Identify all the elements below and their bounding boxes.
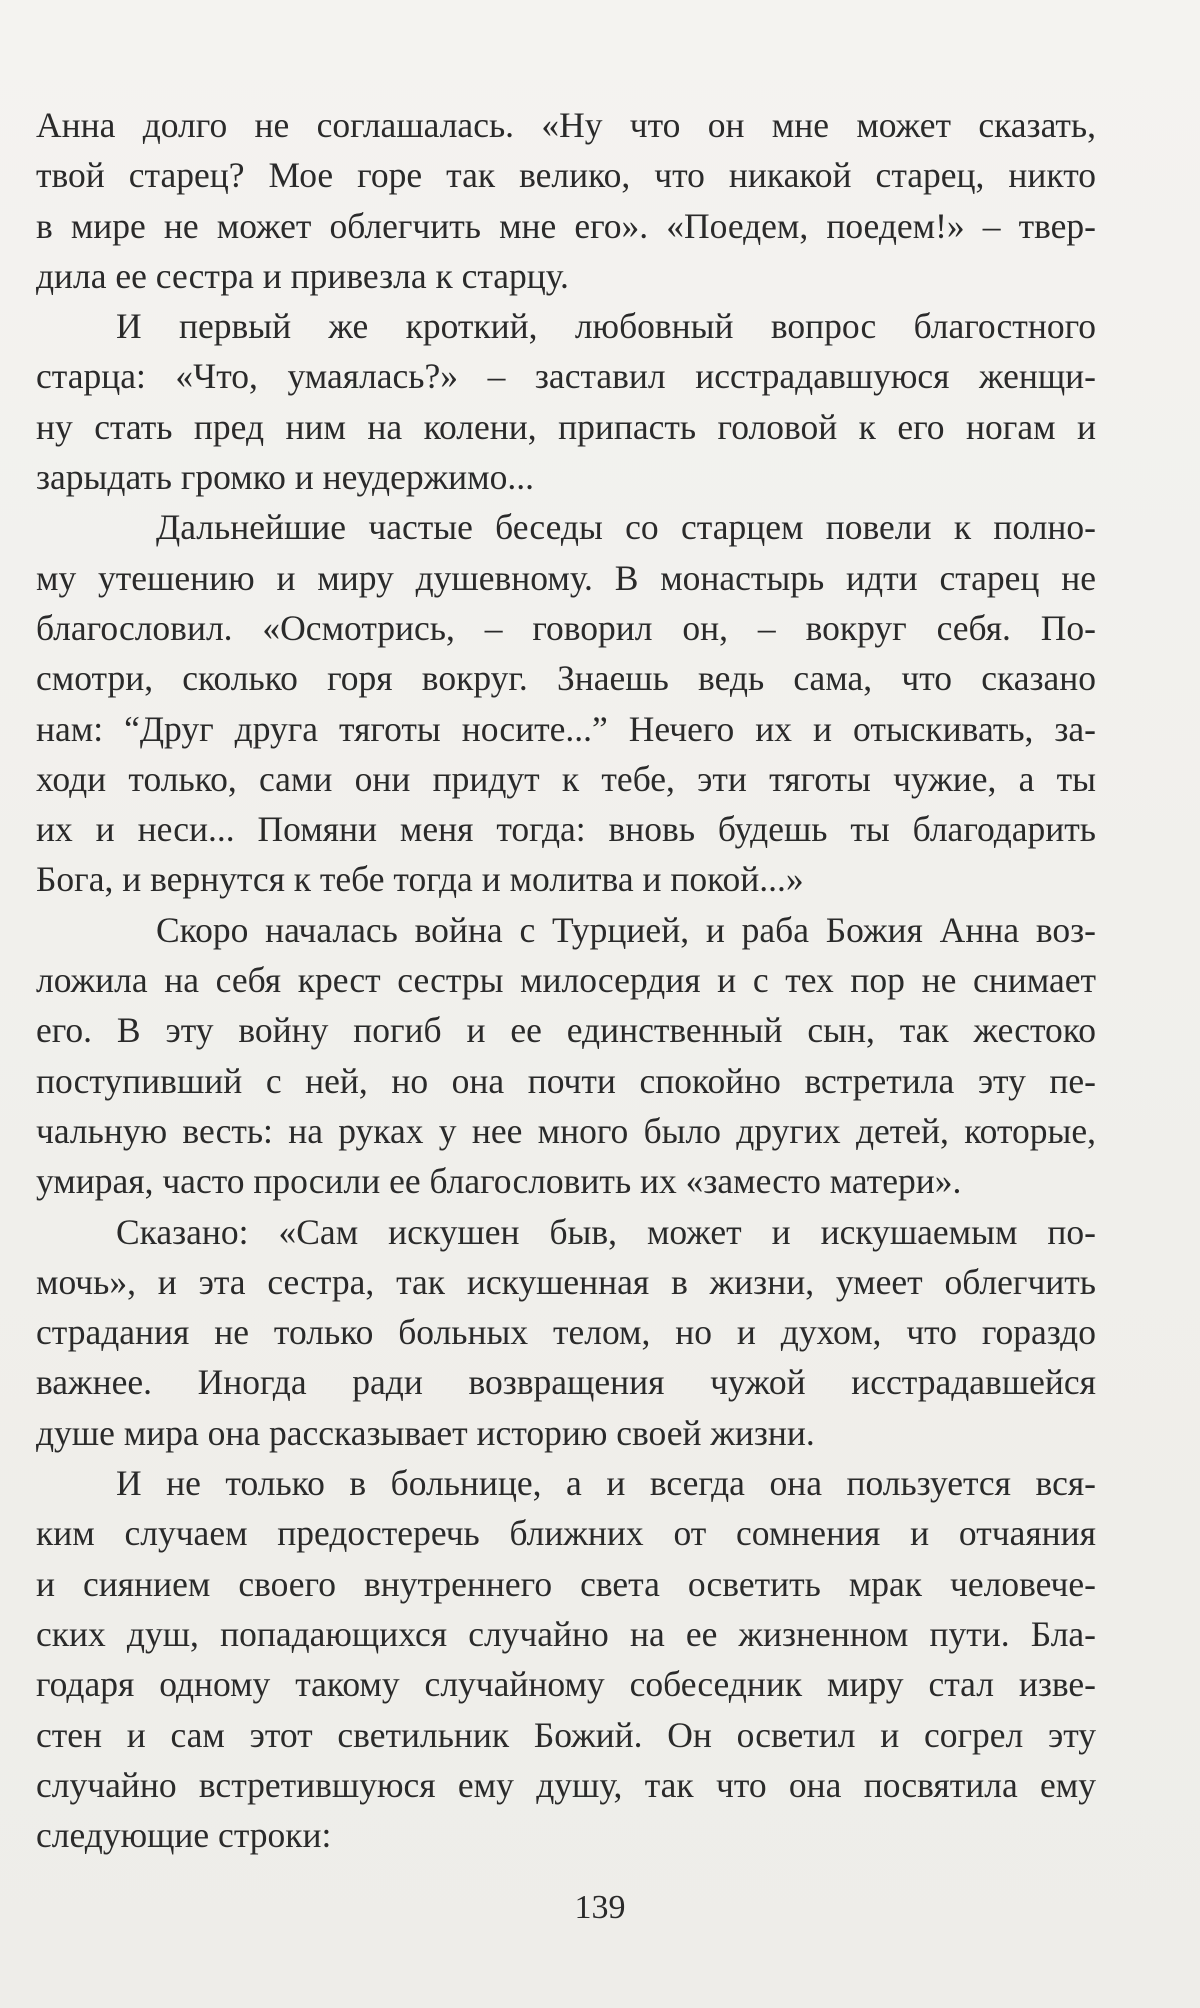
page-number: 139 <box>574 1889 626 1926</box>
text-line: дила ее сестра и привезла к старцу. <box>36 255 569 296</box>
text-line: смотри, сколько горя вокруг. Знаешь ведь сама, что сказано <box>36 658 1096 699</box>
text-line: следующие строки: <box>36 1815 332 1856</box>
text-line: И не только в больнице, а и всегда она пользуется вся- <box>116 1463 1096 1504</box>
text-line: Бога, и вернутся к тебе тогда и молитва и покой...» <box>36 859 804 900</box>
text-line: Сказано: «Сам искушен быв, может и искушаемым по- <box>116 1211 1096 1252</box>
text-line: Дальнейшие частые беседы со старцем повели к полно- <box>156 507 1096 548</box>
text-line: благословил. «Осмотрись, – говорил он, – вокруг себя. По- <box>36 607 1096 648</box>
text-line: ким случаем предостеречь ближних от сомнения и отчаяния <box>36 1513 1096 1554</box>
text-line: чальную весть: на руках у нее много было других детей, которые, <box>36 1110 1096 1151</box>
text-line: нам: “Друг друга тяготы носите...” Нечего их и отыскивать, за- <box>36 708 1096 749</box>
body-text <box>36 100 1096 1860</box>
text-line: ских душ, попадающихся случайно на ее жизненном пути. Бла- <box>36 1613 1096 1654</box>
text-line: Скоро началась война с Турцией, и раба Божия Анна воз- <box>156 909 1096 950</box>
text-line: случайно встретившуюся ему душу, так что она посвятила ему <box>36 1764 1096 1805</box>
text-line: годаря одному такому случайному собеседник миру стал изве- <box>36 1664 1096 1705</box>
text-line: ложила на себя крест сестры милосердия и с тех пор не снимает <box>36 960 1096 1001</box>
text-line: их и неси... Помяни меня тогда: вновь будешь ты благодарить <box>36 809 1096 850</box>
text-line: умирая, часто просили ее благословить их «заместо матери». <box>36 1161 962 1202</box>
text-line: поступивший с ней, но она почти спокойно встретила эту пе- <box>36 1060 1096 1101</box>
text-line: и сиянием своего внутреннего света осветить мрак человече- <box>36 1563 1096 1604</box>
text-line: Анна долго не соглашалась. «Ну что он мне может сказать, <box>36 105 1096 145</box>
text-line: мочь», и эта сестра, так искушенная в жизни, умеет облегчить <box>36 1261 1096 1302</box>
text-line: важнее. Иногда ради возвращения чужой исстрадавшейся <box>36 1362 1096 1403</box>
text-line: старца: «Что, умаялась?» – заставил исстрадавшуюся женщи- <box>36 356 1096 397</box>
text-line: в мире не может облегчить мне его». «Поедем, поедем!» – твер- <box>36 205 1096 246</box>
text-line: зарыдать громко и неудержимо... <box>36 457 534 498</box>
text-line: твой старец? Мое горе так велико, что никакой старец, никто <box>36 155 1096 196</box>
text-line: душе мира она рассказывает историю своей жизни. <box>36 1412 815 1453</box>
text-line: страдания не только больных телом, но и духом, что гораздо <box>36 1312 1096 1353</box>
text-line: му утешению и миру душевному. В монастырь идти старец не <box>36 557 1096 598</box>
text-line: И первый же кроткий, любовный вопрос благостного <box>116 306 1096 347</box>
text-line: стен и сам этот светильник Божий. Он осветил и согрел эту <box>36 1714 1096 1755</box>
text-line: ну стать пред ним на колени, припасть головой к его ногам и <box>36 406 1096 447</box>
text-line: ходи только, сами они придут к тебе, эти тяготы чужие, а ты <box>36 758 1096 799</box>
text-line: его. В эту войну погиб и ее единственный сын, так жестоко <box>36 1010 1096 1051</box>
